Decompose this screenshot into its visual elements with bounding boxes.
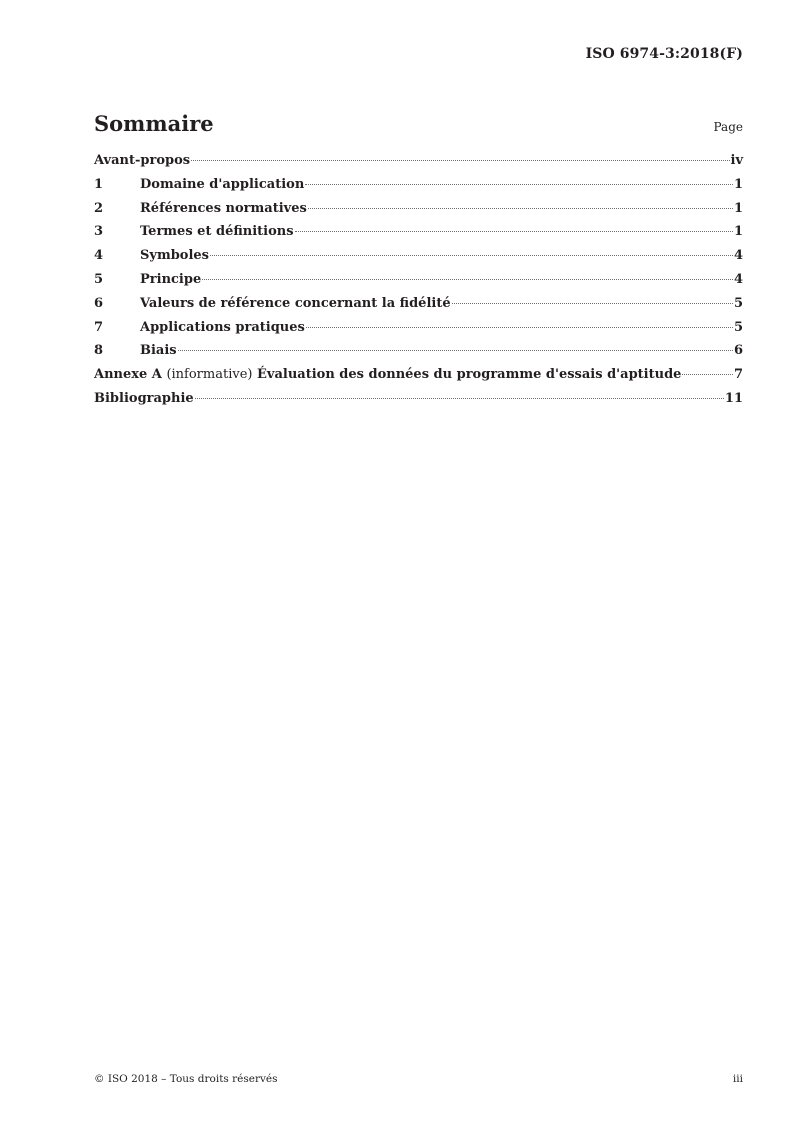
toc-entry-2[interactable]: [94, 201, 743, 225]
toc-entry-page: 1: [733, 224, 743, 240]
toc-entry-title: Applications pratiques: [140, 319, 305, 335]
toc-entry-number: 8: [94, 343, 104, 359]
toc-dot-leader: [305, 184, 733, 185]
toc-entry-title: Symboles: [140, 248, 209, 264]
toc-header: [94, 111, 743, 136]
toc-entry-title: Bibliographie: [94, 390, 194, 406]
toc-page-column-label: Page: [713, 120, 743, 134]
toc-entry-page: 6: [733, 343, 743, 359]
annex-qualifier: (informative): [166, 367, 253, 383]
toc-entry-3[interactable]: [94, 224, 743, 248]
toc-entry-8[interactable]: [94, 343, 743, 367]
toc-dot-leader: [202, 279, 733, 280]
toc-entry-number: 7: [94, 319, 104, 335]
toc-entry-page: 5: [733, 319, 743, 335]
toc-dot-leader: [178, 350, 733, 351]
toc-dot-leader: [191, 160, 729, 161]
toc-entry-number: 4: [94, 248, 104, 264]
toc-entry-4[interactable]: [94, 248, 743, 272]
toc-entry-foreword[interactable]: [94, 153, 743, 177]
toc-entry-title: Avant-propos: [94, 153, 191, 168]
toc-entry-page: 11: [724, 390, 743, 406]
toc-entry-number: 3: [94, 224, 104, 240]
toc-entry-number: 2: [94, 200, 104, 216]
toc-entry-annex-a[interactable]: [94, 367, 743, 391]
toc-entry-title: Termes et définitions: [140, 224, 294, 240]
toc-entry-page: 5: [733, 295, 743, 311]
toc-entry-1[interactable]: [94, 177, 743, 201]
page-number: iii: [732, 1073, 743, 1085]
toc-entry-7[interactable]: [94, 320, 743, 344]
toc-dot-leader: [452, 303, 733, 304]
toc-entry-number: 5: [94, 271, 104, 287]
toc-entry-page: iv: [730, 153, 743, 168]
toc-dot-leader: [210, 255, 733, 256]
toc-entry-title: Principe: [140, 271, 202, 287]
toc-entry-title: Références normatives: [140, 200, 307, 216]
annex-prefix: Annexe A: [94, 367, 162, 383]
toc-entry-number: 6: [94, 295, 104, 311]
toc-entry-number: 1: [94, 176, 104, 192]
toc-entry-title: [94, 367, 681, 382]
toc-title: Sommaire: [94, 111, 214, 136]
toc-entry-6[interactable]: [94, 296, 743, 320]
toc-entry-page: 4: [733, 271, 743, 287]
toc-dot-leader: [195, 398, 724, 399]
toc-entry-page: 7: [733, 367, 743, 383]
page-footer: [94, 1073, 743, 1085]
copyright-notice: © ISO 2018 – Tous droits réservés: [94, 1073, 278, 1085]
document-id: ISO 6974-3:2018(F): [585, 46, 743, 62]
toc-dot-leader: [682, 374, 733, 375]
toc-entry-page: 1: [733, 200, 743, 216]
toc-entry-page: 4: [733, 248, 743, 264]
toc-entry-5[interactable]: [94, 272, 743, 296]
annex-title: Évaluation des données du programme d'essais d'aptitude: [257, 367, 682, 383]
toc-entry-title: Domaine d'application: [140, 176, 305, 192]
toc-entry-title: Valeurs de référence concernant la fidélité: [140, 295, 451, 311]
table-of-contents: [94, 153, 743, 415]
toc-dot-leader: [308, 208, 733, 209]
toc-entry-bibliography[interactable]: [94, 391, 743, 415]
toc-entry-page: 1: [733, 176, 743, 192]
toc-dot-leader: [295, 231, 733, 232]
toc-entry-title: Biais: [140, 343, 177, 359]
toc-dot-leader: [306, 327, 733, 328]
